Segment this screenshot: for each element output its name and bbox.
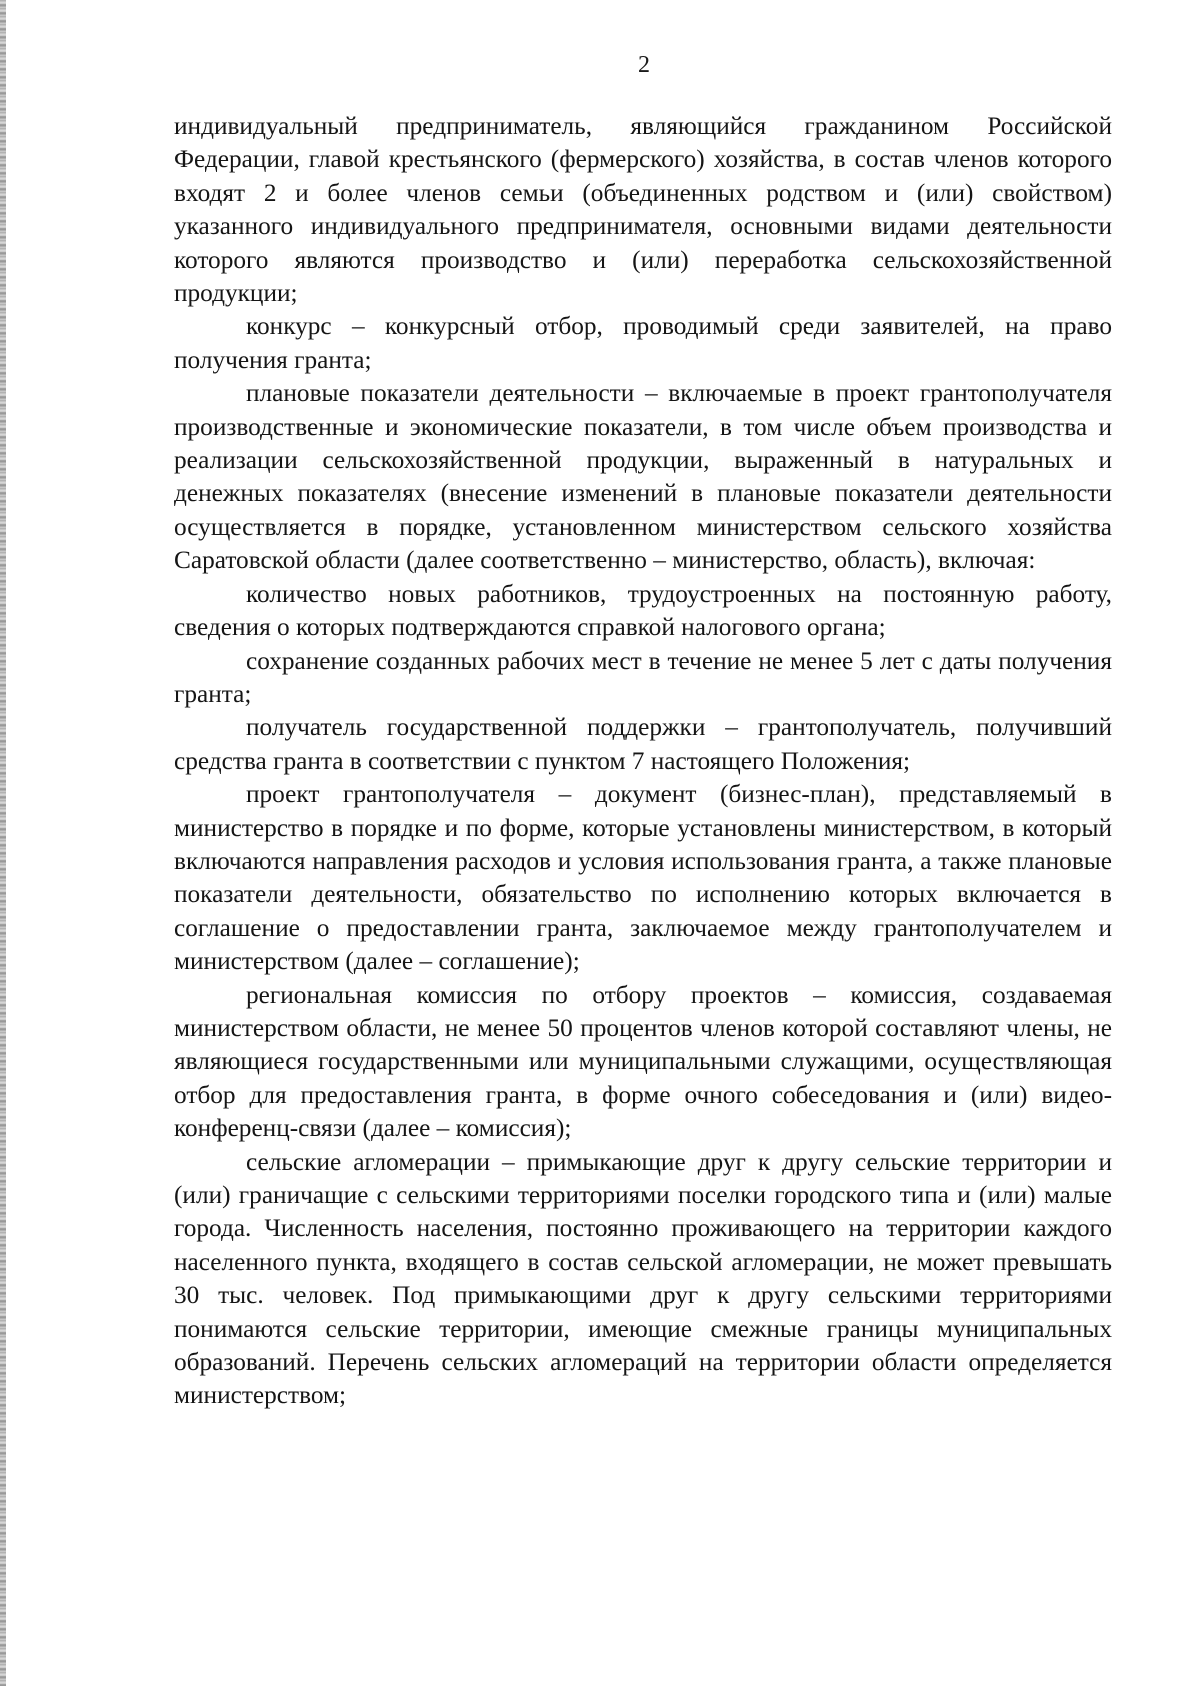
paragraph-definition-commission: региональная комиссия по отбору проектов – комиссия, создаваемая министерством области, не менее 50 процентов членов которой составляют члены, не являющиеся государственными или муниципальными служащими, осуществляющая отбор для предоставления гранта, в форме очного собеседования и (или) видео-конференц-связи (далее – комиссия); [174,980,1112,1143]
paragraph-definition-planned-indicators: плановые показатели деятельности – включаемые в проект грантополучателя производственные и экономические показатели, в том числе объем производства и реализации сельскохозяйственной продукции, выраженный в натуральных и денежных показателях (внесение изменений в плановые показатели деятельности осуществляется в порядке, установленном министерством сельского хозяйства Саратовской области (далее соответственно – министерство, область), включая: [174,379,1112,575]
paragraph-definition-konkurs: конкурс – конкурсный отбор, проводимый среди заявителей, на право получения гранта; [174,312,1112,374]
paragraph-job-retention: сохранение созданных рабочих мест в течение не менее 5 лет с даты получения гранта; [174,646,1112,708]
paragraph-definition-recipient: получатель государственной поддержки – грантополучатель, получивший средства гранта в соответствии с пунктом 7 настоящего Положения; [174,713,1112,775]
paragraph-continuation: индивидуальный предприниматель, являющийся гражданином Российской Федерации, главой крестьянского (фермерского) хозяйства, в состав членов которого входят 2 и более членов семьи (объединенных родством и (или) свойством) указанного индивидуального предпринимателя, основными видами деятельности которого являются производство и (или) переработка сельскохозяйственной продукции; [174,112,1112,308]
page-number: 2 [638,52,650,78]
paragraph-definition-agglomerations: сельские агломерации – примыкающие друг к другу сельские территории и (или) граничащие с сельскими территориями поселки городского типа и (или) малые города. Численность населения, постоянно проживающего на территории каждого населенного пункта, входящего в состав сельской агломерации, не может превышать 30 тыс. человек. Под примыкающими друг к другу сельскими территориями понимаются сельские территории, имеющие смежные границы муниципальных образований. Перечень сельских агломераций на территории области определяется министерством; [174,1147,1112,1410]
document-body [174,110,1112,1413]
paragraph-new-workers: количество новых работников, трудоустроенных на постоянную работу, сведения о которых подтверждаются справкой налогового органа; [174,579,1112,642]
paragraph-definition-project: проект грантополучателя – документ (бизнес-план), представляемый в министерство в порядке и по форме, которые установлены министерством, в который включаются направления расходов и условия использования гранта, а также плановые показатели деятельности, обязательство по исполнению которых включается в соглашение о предоставлении гранта, заключаемое между грантополучателем и министерством (далее – соглашение); [174,780,1112,976]
scan-edge [0,0,6,1686]
